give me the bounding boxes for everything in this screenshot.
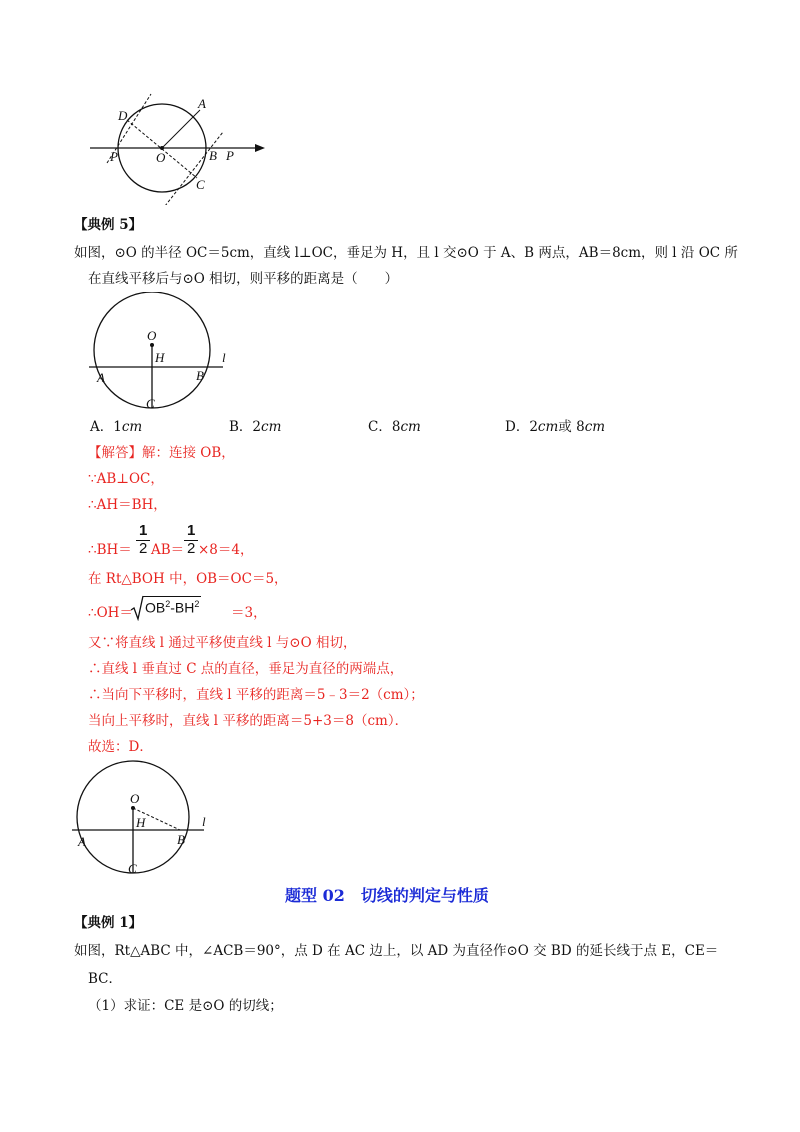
option-unit: cm bbox=[537, 419, 559, 435]
solution-line10: 当向上平移时，直线 l 平移的距离＝5+3＝8（cm）． bbox=[88, 713, 409, 729]
label-b: B bbox=[196, 368, 204, 383]
solution-line4-post: ×8＝4， bbox=[198, 542, 254, 558]
label-b: B bbox=[177, 832, 185, 847]
option-letter: B． bbox=[229, 419, 253, 435]
option-unit: cm bbox=[400, 419, 421, 435]
solution-line4-mid: AB＝ bbox=[151, 542, 185, 558]
radicand-term1: OB bbox=[145, 599, 166, 616]
label-l: l bbox=[222, 350, 226, 365]
label-c: C bbox=[196, 177, 205, 192]
label-d: D bbox=[118, 108, 128, 123]
label-h: H bbox=[155, 350, 165, 365]
figure-example5 bbox=[85, 292, 235, 414]
option-letter: A． bbox=[90, 419, 114, 435]
solution-line4-pre: ∴BH＝ bbox=[88, 542, 132, 558]
label-p-left: P bbox=[110, 149, 118, 164]
option-letter: C． bbox=[368, 419, 392, 435]
solution-line3: ∴AH＝BH， bbox=[88, 497, 167, 513]
solution-line6-pre: ∴OH＝ bbox=[88, 605, 133, 621]
solution-line6-post: ＝3， bbox=[231, 605, 267, 621]
option-c bbox=[368, 418, 421, 436]
figure-circle-tangents bbox=[85, 90, 275, 205]
label-a: A bbox=[97, 370, 105, 385]
fraction-denominator: 2 bbox=[139, 540, 148, 557]
exponent: 2 bbox=[165, 599, 171, 609]
label-a: A bbox=[78, 834, 86, 849]
label-c: C bbox=[128, 861, 137, 876]
label-l: l bbox=[202, 814, 206, 829]
figure-solution bbox=[70, 758, 220, 880]
example1-question-line2: BC． bbox=[88, 971, 123, 987]
fraction-numerator: 1 bbox=[139, 522, 148, 539]
section-title: 题型 02 切线的判定与性质 bbox=[285, 886, 489, 905]
fraction-denominator: 2 bbox=[187, 540, 196, 557]
example5-heading: 【典例 5】 bbox=[74, 217, 143, 233]
solution-line8: ∴直线 l 垂直过 C 点的直径，垂足为直径的两端点， bbox=[88, 661, 404, 677]
solution-line9: ∴当向下平移时，直线 l 平移的距离＝5﹣3＝2（cm）； bbox=[88, 687, 424, 703]
arrow-head-icon bbox=[255, 144, 265, 152]
example1-heading: 【典例 1】 bbox=[74, 915, 143, 931]
option-unit2: cm bbox=[584, 419, 606, 435]
radicand-term2: -BH bbox=[170, 599, 195, 616]
center-dot bbox=[150, 343, 154, 347]
option-letter: D． bbox=[505, 419, 530, 435]
sqrt-radicand bbox=[143, 596, 201, 616]
solution-line7: 又∵将直线 l 通过平移使直线 l 与⊙O 相切， bbox=[88, 635, 357, 651]
solution-line1: 【解答】解：连接 OB， bbox=[88, 445, 235, 461]
label-a: A bbox=[198, 96, 206, 111]
option-b bbox=[229, 418, 281, 436]
option-extra: 或 8 bbox=[558, 419, 585, 435]
option-d bbox=[505, 418, 605, 436]
label-b: B bbox=[209, 148, 217, 163]
example5-question-line1: 如图，⊙O 的半径 OC＝5cm，直线 l⊥OC，垂足为 H，且 l 交⊙O 于 A、B 两点，AB＝8cm，则 l 沿 OC 所 bbox=[74, 245, 738, 261]
label-p-right: P bbox=[226, 148, 234, 163]
solution-line11: 故选：D． bbox=[88, 739, 153, 755]
label-o: O bbox=[156, 150, 166, 165]
option-value: 1 bbox=[113, 419, 122, 435]
solution-line5: 在 Rt△BOH 中，OB＝OC＝5， bbox=[88, 571, 288, 587]
label-o: O bbox=[130, 791, 140, 806]
option-unit: cm bbox=[121, 419, 143, 435]
solution-line2: ∵AB⊥OC， bbox=[88, 471, 164, 487]
option-value: 2 bbox=[252, 419, 262, 435]
radius-oa bbox=[162, 110, 200, 148]
option-a bbox=[90, 418, 142, 436]
option-value: 8 bbox=[391, 419, 401, 435]
example1-question-line3: （1）求证：CE 是⊙O 的切线； bbox=[88, 998, 283, 1014]
option-unit: cm bbox=[261, 419, 282, 435]
example1-question-line1: 如图，Rt△ABC 中，∠ACB＝90°，点 D 在 AC 边上，以 AD 为直径作⊙O 交 BD 的延长线于点 E，CE＝ bbox=[74, 943, 719, 959]
tangent-right bbox=[165, 132, 223, 205]
label-h: H bbox=[136, 815, 146, 830]
sqrt-icon bbox=[130, 595, 144, 621]
label-c: C bbox=[146, 396, 155, 411]
center-dot bbox=[131, 806, 135, 810]
option-value: 2 bbox=[529, 419, 538, 435]
exponent: 2 bbox=[194, 599, 200, 609]
label-o: O bbox=[147, 328, 157, 343]
example5-question-line2: 在直线平移后与⊙O 相切，则平移的距离是（ ） bbox=[88, 271, 399, 287]
fraction-numerator: 1 bbox=[187, 522, 196, 539]
